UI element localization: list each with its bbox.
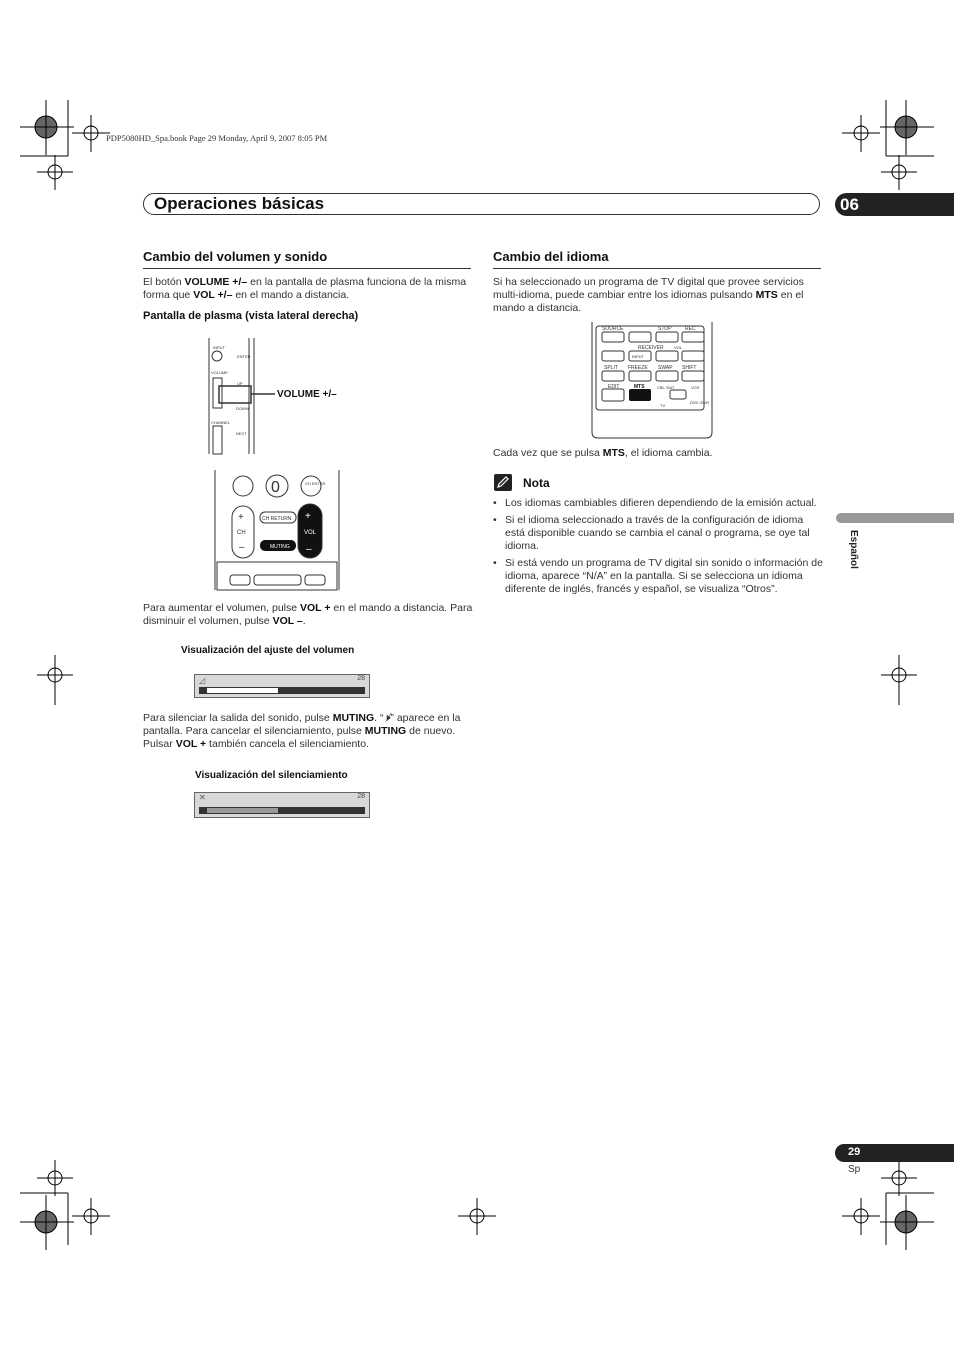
note-item: • Los idiomas cambiables difieren dependiendo de la emisión actual.	[493, 497, 823, 510]
remote2-label-cbl-sat: CBL /SAT	[657, 385, 675, 390]
remote2-label-edit: EDIT	[608, 384, 620, 390]
language-intro-paragraph: Si ha seleccionado un programa de TV digital que provee servicios multi-idioma, puede cambiar entre los idiomas pulsando MTS en el mando a distancia.	[493, 276, 804, 314]
mute-display-value: 28	[357, 793, 365, 800]
note-item: • Si el idioma seleccionado a través de la configuración de idioma está disponible cuando se cambia el canal o programa, se oye tal idioma.	[493, 514, 823, 553]
notes-list	[493, 497, 823, 600]
svg-text:+: +	[238, 512, 244, 523]
page-title: Operaciones básicas	[154, 194, 325, 213]
volume-level-fill	[207, 688, 278, 693]
language-change-paragraph: Cada vez que se pulsa MTS, el idioma cambia.	[493, 447, 713, 459]
panel-label-down: DOWN	[236, 406, 249, 411]
muting-instructions-paragraph: Para silenciar la salida del sonido, pulse MUTING. “🕨̸” aparece en la pantalla. Para cancelar el silenciamiento, pulse MUTING de nuevo. Pulsar VOL + también cancela el silenciamiento.	[143, 712, 461, 750]
remote1-label-vol: VOL	[304, 530, 317, 536]
chapter-number: 06	[840, 195, 859, 214]
remote1-label-ch: CH	[237, 530, 246, 536]
remote2-label-mts: MTS	[634, 384, 645, 390]
volume-display-caption: Visualización del ajuste del volumen	[181, 645, 355, 656]
mute-speaker-icon: ✕	[199, 793, 206, 802]
remote2-label-tv: TV	[660, 403, 666, 408]
remote2-label-receiver: RECEIVER	[638, 345, 664, 351]
remote2-label-rec: REC	[685, 326, 696, 332]
remote1-label-zero: 0	[271, 479, 280, 496]
panel-label-up: UP	[237, 381, 243, 386]
page-number: 29	[848, 1146, 861, 1158]
remote2-label-vcr: VCR	[691, 385, 700, 390]
heading-rule-right	[493, 268, 821, 269]
remote2-label-split: SPLIT	[604, 365, 618, 371]
remote2-label-source: SOURCE	[602, 326, 624, 332]
panel-label-enter: ENTER	[237, 354, 251, 359]
remote2-label-swap: SWAP	[658, 365, 673, 371]
language-side-tab-bar	[836, 513, 954, 523]
svg-text:+: +	[305, 511, 311, 522]
section-heading-volume: Cambio del volumen y sonido	[143, 249, 328, 264]
remote2-label-stop: STOP	[658, 326, 672, 332]
print-info-line: PDP5080HD_Spa.book Page 29 Monday, April 9, 2007 8:05 PM	[106, 133, 328, 143]
remote-volume-illustration	[208, 470, 343, 592]
svg-text:–: –	[239, 542, 245, 553]
remote2-label-dvd-dvr: DVD /DVR	[690, 400, 710, 405]
mute-display	[194, 792, 370, 818]
panel-label-channel: CHANNEL	[211, 420, 231, 425]
volume-intro-paragraph: El botón VOLUME +/– en la pantalla de plasma funciona de la misma forma que VOL +/– en el mando a distancia.	[143, 276, 467, 301]
section-heading-language: Cambio del idioma	[493, 249, 609, 264]
volume-callout-label: VOLUME +/–	[277, 389, 337, 400]
volume-display	[194, 674, 370, 698]
mute-level-track	[199, 807, 365, 814]
note-item: • Si está vendo un programa de TV digital sin sonido o información de idioma, aparece “N/A” en la pantalla. Si se selecciona un idioma diferente de inglés, francés y español, se visualiza “Otros”.	[493, 557, 823, 596]
remote2-label-shift: SHIFT	[682, 365, 697, 371]
volume-level-track	[199, 687, 365, 694]
panel-label-input: INPUT	[213, 345, 225, 350]
volume-display-value: 28	[357, 675, 365, 682]
language-side-tab-label: Español	[848, 530, 859, 569]
volume-instructions-paragraph: Para aumentar el volumen, pulse VOL + en el mando a distancia. Para disminuir el volumen, pulse VOL –.	[143, 602, 473, 627]
remote2-label-vol: VOL	[674, 345, 683, 350]
panel-label-volume: VOLUME	[211, 370, 228, 375]
remote1-label-ch-enter: CH ENTER	[305, 481, 326, 486]
speaker-icon: ◿	[199, 676, 206, 685]
plasma-side-subheading: Pantalla de plasma (vista lateral derecha)	[143, 310, 359, 322]
remote-mts-illustration	[590, 322, 716, 440]
page-language-code: Sp	[848, 1164, 861, 1175]
remote2-label-input: INPUT	[632, 354, 644, 359]
svg-text:–: –	[306, 544, 312, 555]
note-pencil-icon	[494, 474, 512, 491]
remote1-label-ch-return: CH RETURN	[262, 516, 292, 522]
remote1-label-muting: MUTING	[270, 544, 290, 550]
remote2-label-freeze: FREEZE	[628, 365, 648, 371]
muted-speaker-icon: 🕨̸	[383, 712, 391, 724]
mute-display-caption: Visualización del silenciamiento	[195, 770, 348, 781]
mute-level-fill	[207, 808, 278, 813]
panel-label-next: NEXT	[236, 431, 247, 436]
note-title: Nota	[523, 476, 550, 490]
heading-rule-left	[143, 268, 471, 269]
